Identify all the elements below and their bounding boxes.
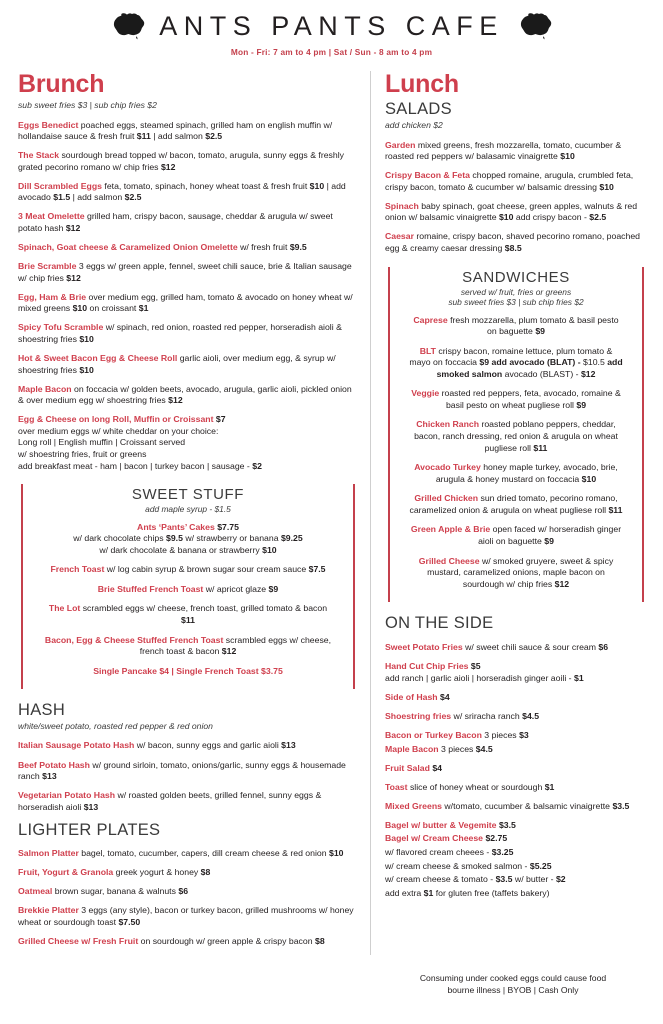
menu-item: [409, 419, 623, 454]
item-name: Bacon, Egg & Cheese Stuffed French Toast: [44, 634, 224, 645]
item-desc: w/ roasted golden beets, grilled fennel, sunny eggs & horseradish aioli: [18, 790, 322, 812]
item-name: Maple Bacon: [385, 743, 439, 754]
item-price: $8: [200, 866, 211, 877]
item-name: Avocado Turkey: [414, 462, 481, 473]
item-price: $4: [432, 762, 442, 773]
bagel-extra-line: [385, 874, 647, 886]
item-name: Vegetarian Potato Hash: [18, 790, 116, 801]
bagel-vegemite-item: [385, 820, 647, 832]
sandwiches-box: [385, 265, 647, 605]
lunch-column: [370, 71, 647, 955]
menu-item: [409, 462, 623, 485]
item-desc: fresh mozzarella, plum tomato & basil pesto on baguette: [447, 314, 619, 337]
menu-item: [385, 642, 647, 654]
side-item-list: [385, 642, 647, 812]
item-price: $11: [533, 442, 548, 453]
item-addon-price: $2: [252, 460, 262, 471]
lunch-heading: Lunch: [385, 70, 459, 98]
item-name: Brie Scramble: [18, 261, 77, 272]
brunch-subtitle: sub sweet fries $3 | sub chip fries $2: [18, 100, 157, 111]
item-name: Ants ‘Pants’ Cakes: [137, 521, 218, 532]
item-name: Caesar: [385, 231, 414, 242]
menu-item: [385, 692, 647, 704]
item-desc: sun dried tomato, pecorino romano, caramelized onion & arugula on wheat pugliese roll: [409, 493, 618, 515]
menu-item: [18, 322, 358, 345]
bagel-cream-cheese-item: [385, 833, 647, 845]
item-name: Spicy Tofu Scramble: [18, 322, 104, 333]
item-price-alt: $2: [555, 874, 566, 885]
item-name: Hot & Sweet Bacon Egg & Cheese Roll: [18, 353, 178, 363]
menu-item: [385, 140, 647, 163]
menu-item: [18, 384, 358, 407]
item-price: $9.5: [289, 242, 307, 253]
menu-item: [42, 564, 334, 576]
item-price: $6: [178, 885, 189, 896]
item-price: $12: [66, 272, 81, 283]
menu-item: [385, 801, 647, 813]
item-desc-extra: | add salmon: [150, 131, 206, 142]
menu-item: [385, 170, 647, 193]
item-price: $13: [281, 740, 296, 751]
sandwiches-subtitle-line2: sub sweet fries $3 | sub chip fries $2: [448, 297, 584, 308]
item-desc: w/ bacon, sunny eggs and garlic aioli: [134, 740, 282, 751]
item-name: Italian Sausage Potato Hash: [18, 740, 135, 751]
item-price: $10: [498, 212, 514, 223]
item-price: $12: [160, 161, 176, 172]
item-desc: roasted poblano peppers, cheddar, bacon, ranch dressing, red onion & arugula on wheat pugliese roll: [414, 419, 618, 453]
brand-row: [0, 12, 663, 40]
item-price: $3: [519, 730, 529, 740]
item-desc: on sourdough w/ green apple & crispy bacon: [138, 935, 315, 946]
item-desc: 3 pieces: [438, 743, 476, 754]
menu-item: [18, 211, 358, 234]
item-price-alt: $1.5: [53, 192, 71, 203]
item-name: Grilled Cheese w/ Fresh Fruit: [18, 935, 139, 946]
item-desc: w/ spinach, red onion, roasted red pepper, horseradish aioli & shoestring fries: [18, 322, 342, 344]
item-price: $3.5: [498, 819, 516, 830]
menu-item: [385, 782, 647, 794]
menu-item: [385, 730, 647, 742]
item-price: $3.25: [491, 846, 514, 857]
item-price: $10: [79, 333, 94, 344]
item-price: $5: [470, 661, 481, 672]
item-name: Spinach, Goat cheese & Caramelized Onion Omelette: [18, 242, 238, 253]
item-desc: w/ sriracha ranch: [451, 710, 523, 721]
item-name: The Lot: [48, 603, 81, 614]
item-desc: honey maple turkey, avocado, brie, arugula & honey mustard on foccacia: [435, 462, 618, 484]
menu-item: [42, 603, 334, 626]
brunch-item-list: [18, 120, 358, 407]
item-desc: baby spinach, goat cheese, green apples, walnuts & red onion w/ balsamic vinaigrette: [385, 200, 638, 223]
item-name: Eggs Benedict: [18, 119, 79, 130]
menu-item: [18, 181, 358, 204]
item-price: $4.5: [475, 743, 493, 754]
item-price: $5.25: [529, 860, 552, 871]
item-desc: open faced w/ horseradish ginger aioli on baguette: [478, 524, 622, 546]
item-price: $7.75: [217, 521, 239, 532]
item-price: $7.5: [308, 564, 326, 575]
menu-item: [18, 886, 358, 898]
item-desc: w/ smoked gruyere, sweet & spicy mustard, caramelized onions, maple bacon on sourdough w/ chip fries: [427, 555, 614, 589]
menu-item: [42, 584, 334, 596]
item-price: $12: [168, 395, 183, 406]
item-price: $7.50: [118, 916, 141, 927]
item-price: $11: [136, 131, 151, 142]
item-name: BLT: [419, 345, 436, 356]
item-desc: greek yogurt & honey: [113, 866, 201, 877]
sandwiches-subtitle-line1: served w/ fruit, fries or greens: [460, 286, 572, 297]
item-name: Fruit Salad: [385, 762, 433, 773]
item-price: $9: [268, 583, 279, 594]
item-desc: w/ cream cheese & smoked salmon -: [385, 860, 530, 871]
item-name: Spinach: [385, 200, 419, 211]
item-price: $9: [535, 326, 545, 337]
salads-heading: SALADS: [385, 100, 452, 119]
menu-item: [18, 242, 358, 254]
sweet-stuff-subtitle: add maple syrup - $1.5: [145, 504, 231, 515]
item-price-alt: $2.5: [589, 212, 607, 223]
footer-line-1: Consuming under cooked eggs could cause food: [419, 973, 607, 983]
item-desc: 3 eggs w/ green apple, fennel, sweet chili sauce, brie & Italian sausage w/ chip fries: [18, 261, 352, 283]
item-name: Chicken Ranch: [416, 419, 480, 430]
item-name: Egg & Cheese on long Roll, Muffin or Croissant: [18, 414, 216, 425]
item-desc-extra2: | add salmon: [70, 192, 125, 203]
item-price: $9: [576, 399, 587, 410]
item-price: $10: [309, 180, 325, 191]
item-price: $7: [215, 414, 226, 425]
sandwiches-heading: SANDWICHES: [462, 268, 570, 286]
item-desc: sourdough bread topped w/ bacon, tomato, arugula, sunny eggs & freshly grated pecorino romano w/ chip fries: [18, 150, 344, 172]
item-name: Toast: [385, 781, 408, 792]
bagel-extra-line: [385, 861, 647, 873]
item-price: $12: [65, 223, 81, 233]
menu-item: [385, 661, 647, 684]
lighter-plates-item-list: [18, 848, 358, 947]
lighter-plates-heading: LIGHTER PLATES: [18, 820, 161, 839]
item-name: Shoestring fries: [385, 710, 452, 721]
item-name: Bagel w/ Cream Cheese: [385, 833, 486, 844]
item-desc: 3 eggs (any style), bacon or turkey bacon, grilled mushrooms w/ honey wheat or sourdough toast: [18, 904, 354, 927]
item-price: $10: [72, 303, 88, 314]
item-price: $3.5: [612, 800, 630, 811]
australia-map-icon: [518, 12, 552, 40]
menu-item: [409, 388, 623, 411]
hash-item-list: [18, 740, 358, 813]
item-desc: roasted red peppers, feta, avocado, romaine & basil pesto on wheat pugliese roll: [439, 388, 621, 410]
item-name: Sweet Potato Fries: [385, 642, 466, 653]
item-desc: crispy bacon, romaine lettuce, plum tomato & mayo on foccacia $9 add avocado (BLAT) - $10.5 add smoked salmon avocado (BLAST) - $12: [409, 345, 623, 379]
item-name: Garden: [385, 139, 416, 150]
item-name: Mixed Greens: [385, 800, 442, 811]
item-desc: scrambled eggs w/ cheese, french toast & bacon: [139, 634, 332, 657]
item-desc-extra: | add avocado: [18, 180, 346, 203]
item-desc: w/ sweet chili sauce & sour cream: [465, 642, 599, 653]
menu-item: [385, 711, 647, 723]
menu-columns: [0, 71, 663, 955]
page-title: ANTS PANTS CAFE: [159, 10, 504, 41]
item-name: French Toast: [50, 564, 105, 575]
item-price: $8.5: [504, 242, 522, 253]
item-desc: on foccacia w/ golden beets, avocado, arugula, garlic aioli, pickled onion & over medium egg w/ shoestring fries: [18, 383, 352, 406]
item-name: Brie Stuffed French Toast: [97, 583, 204, 594]
item-price: $10: [79, 364, 94, 375]
item-price: $10: [560, 151, 575, 162]
item-name: Grilled Chicken: [414, 493, 479, 504]
sandwiches-subtitle: [409, 287, 623, 308]
menu-item: [409, 524, 623, 547]
sweet-stuff-heading: SWEET STUFF: [131, 486, 245, 504]
item-name: Bacon or Turkey Bacon: [385, 730, 482, 740]
item-desc: over medium egg, grilled ham, tomato & avocado on honey wheat w/ mixed greens: [18, 291, 353, 314]
item-desc: bagel, tomato, cucumber, capers, dill cream cheese & red onion: [78, 847, 329, 858]
item-desc: romaine, crispy bacon, shaved pecorino romano, poached egg & creamy caesar dressing: [385, 231, 640, 253]
menu-item: [409, 493, 623, 516]
item-name: Salmon Platter: [18, 847, 79, 858]
item-desc: w/ cream cheese & tomato -: [385, 874, 496, 885]
item-price: $12: [554, 578, 570, 589]
menu-item: [385, 231, 647, 254]
salad-item-list: [385, 140, 647, 255]
menu-item: [409, 346, 623, 381]
item-price: $3.5: [495, 874, 513, 885]
menu-header: [0, 0, 663, 57]
menu-item: [18, 760, 358, 783]
item-name: Fruit, Yogurt & Granola: [18, 866, 114, 877]
australia-map-icon: [111, 12, 145, 40]
item-price: $11: [608, 504, 623, 515]
menu-item: [18, 790, 358, 813]
item-price-alt: $2.5: [205, 131, 223, 142]
item-desc-extra: w/ butter -: [512, 874, 556, 885]
item-subnote-price: $1: [573, 672, 584, 683]
item-name: The Stack: [18, 150, 60, 161]
sweet-stuff-box: [18, 482, 358, 691]
opening-hours: Mon - Fri: 7 am to 4 pm | Sat / Sun - 8 am to 4 pm: [230, 47, 433, 57]
menu-item: [18, 292, 358, 315]
item-name: Oatmeal: [18, 885, 53, 896]
brunch-heading: Brunch: [18, 70, 105, 98]
item-desc: poached eggs, steamed spinach, grilled ham on english muffin w/ hollandaise sauce & fresh fruit: [18, 119, 333, 142]
item-name: Caprese: [413, 314, 448, 325]
footer-line-2: bourne illness | BYOB | Cash Only: [447, 985, 579, 996]
item-desc-extra: add crispy bacon -: [513, 212, 590, 223]
gluten-free-note: add extra $1 for gluten free (taffets bakery): [385, 887, 550, 898]
sandwich-item-list: [409, 315, 623, 591]
item-choice-line: Long roll | English muffin | Croissant served: [18, 437, 186, 448]
footer-note: [378, 972, 648, 997]
bagel-extra-line: [385, 847, 647, 859]
egg-cheese-item: [18, 414, 358, 472]
item-desc: slice of honey wheat or sourdough: [407, 781, 545, 792]
item-price: $13: [83, 801, 99, 812]
single-pancake-line: Single Pancake $4 | Single French Toast $3.75: [93, 665, 283, 676]
menu-item: [18, 120, 358, 143]
item-name: Dill Scrambled Eggs: [18, 180, 103, 191]
item-name: Side of Hash: [385, 691, 441, 702]
item-price: $2.75: [485, 833, 508, 844]
sweet-stuff-item-list: [42, 522, 334, 658]
item-desc: w/ fresh fruit: [237, 242, 290, 253]
item-choice-line: over medium eggs w/ white cheddar on your choice:: [18, 425, 219, 436]
item-addon: add breakfast meat - ham | bacon | turkey bacon | sausage -: [18, 460, 253, 471]
item-name: 3 Meat Omelette: [18, 211, 85, 222]
menu-item: [18, 740, 358, 752]
hash-heading: HASH: [18, 701, 66, 720]
item-desc: brown sugar, banana & walnuts: [52, 885, 179, 896]
bagel-block: [385, 820, 647, 899]
item-subnote: add ranch | garlic aioli | horseradish ginger aoili -: [385, 672, 574, 683]
item-desc: w/ log cabin syrup & brown sugar sour cream sauce: [104, 564, 309, 575]
item-name: Crispy Bacon & Feta: [385, 170, 470, 181]
item-name: Grilled Cheese: [418, 555, 480, 566]
item-price: $11: [180, 614, 195, 625]
item-name: Egg, Ham & Brie: [18, 291, 87, 302]
item-name: Beef Potato Hash: [18, 759, 90, 770]
menu-item: [18, 261, 358, 284]
on-the-side-heading: ON THE SIDE: [385, 614, 494, 633]
item-name: Green Apple & Brie: [410, 524, 491, 535]
menu-item: [42, 635, 334, 658]
item-price: $10: [599, 181, 614, 192]
menu-item: [18, 936, 358, 948]
item-desc: garlic aioli, over medium egg, & syrup w/ shoestring fries: [18, 353, 336, 375]
item-desc: grilled ham, crispy bacon, sausage, cheddar & arugula w/ sweet potato hash: [18, 211, 333, 233]
item-price: $8: [314, 935, 325, 946]
item-price: $6: [598, 642, 609, 653]
item-desc: w/tomato, cucumber & balsamic vinaigrette: [441, 800, 613, 811]
item-price: $4.5: [522, 710, 540, 721]
menu-item: [409, 315, 623, 338]
menu-item: [18, 353, 358, 376]
item-name: Brekkie Platter: [18, 904, 79, 915]
menu-item: [385, 201, 647, 224]
item-price: $1: [544, 781, 555, 792]
menu-item: [18, 867, 358, 879]
item-desc: 3 pieces: [481, 730, 520, 740]
item-desc: scrambled eggs w/ cheese, french toast, grilled tomato & bacon: [80, 603, 328, 614]
item-choice-line: w/ shoestring fries, fruit or greens: [18, 448, 147, 459]
item-price-alt: $1: [138, 303, 149, 314]
item-desc: w/ flavored cream cheees -: [385, 846, 492, 857]
item-price: $12: [221, 646, 237, 657]
item-desc: feta, tomato, spinach, honey wheat toast & fresh fruit: [102, 180, 310, 191]
item-name: Hand Cut Chip Fries: [385, 661, 471, 672]
item-desc: chopped romaine, arugula, crumbled feta, crispy bacon, tomato & cucumber w/ balsamic dressing: [385, 170, 634, 192]
item-name: Bagel w/ butter & Vegemite: [385, 819, 499, 830]
menu-item: [385, 744, 647, 756]
item-price: $9: [544, 535, 554, 546]
item-name: Maple Bacon: [18, 383, 72, 394]
hash-subtitle: white/sweet potato, roasted red pepper & red onion: [18, 721, 213, 732]
menu-item: [18, 905, 358, 928]
menu-item: [385, 763, 647, 775]
item-price-alt2: $2.5: [124, 192, 142, 203]
item-desc-extra: on croissant: [87, 303, 139, 314]
item-desc: w/ ground sirloin, tomato, onions/garlic, sunny eggs & housemade ranch: [18, 759, 346, 782]
menu-item: [409, 556, 623, 591]
item-desc: w/ apricot glaze: [203, 583, 269, 594]
item-name: Veggie: [411, 388, 440, 399]
item-price: $10: [328, 847, 344, 858]
item-desc: mixed greens, fresh mozzarella, tomato, cucumber & roasted red peppers w/ balasamic vinaigrette: [385, 139, 622, 162]
item-price: $10: [581, 473, 597, 484]
brunch-column: [18, 71, 370, 955]
item-price: $4: [440, 691, 450, 702]
menu-item: [18, 848, 358, 860]
menu-item: Ants ‘Pants’ Cakes $7.75 w/ dark chocolate chips $9.5 w/ strawberry or banana $9.25 w/ dark chocolate & banana or strawberry $10: [73, 521, 303, 555]
item-price: $13: [42, 771, 57, 782]
menu-item: [18, 150, 358, 173]
salads-subtitle: add chicken $2: [385, 120, 443, 131]
